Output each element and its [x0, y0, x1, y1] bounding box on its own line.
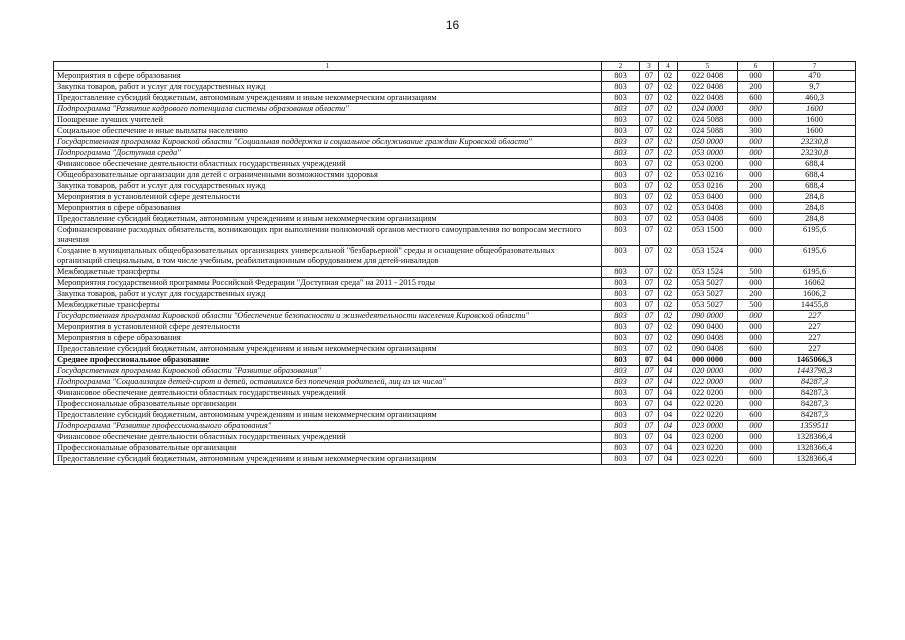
row-section-cell: 07 [640, 246, 659, 267]
header-cell: 3 [640, 62, 659, 71]
row-name-cell: Предоставление субсидий бюджетным, автономным учреждениям и иным некоммерческим организациям [54, 410, 602, 421]
table-row [54, 225, 856, 246]
row-amount-cell: 227 [774, 322, 856, 333]
page-number: 16 [445, 18, 460, 32]
row-name-cell: Мероприятия в установленной сфере деятельности [54, 192, 602, 203]
row-name-cell: Подпрограмма "Доступная среда" [54, 148, 602, 159]
row-name-cell: Подпрограмма "Социализация детей-сирот и детей, оставшихся без попечения родителей, лиц из их числа" [54, 377, 602, 388]
table-row [54, 311, 856, 322]
row-subsection-cell: 02 [659, 214, 678, 225]
row-chapter-cell: 803 [602, 137, 640, 148]
row-expense-type-cell: 000 [738, 322, 774, 333]
row-name-cell: Государственная программа Кировской области "Социальная поддержка и социальное обслуживание граждан Кировской области" [54, 137, 602, 148]
row-subsection-cell: 04 [659, 366, 678, 377]
row-expense-type-cell: 600 [738, 214, 774, 225]
row-section-cell: 07 [640, 410, 659, 421]
row-subsection-cell: 02 [659, 267, 678, 278]
row-subsection-cell: 04 [659, 388, 678, 399]
table-header-row [54, 62, 856, 71]
row-section-cell: 07 [640, 421, 659, 432]
header-cell: 2 [602, 62, 640, 71]
table-row [54, 278, 856, 289]
row-name-cell: Мероприятия в сфере образования [54, 203, 602, 214]
row-expense-type-cell: 000 [738, 115, 774, 126]
row-target-item-cell: 090 0400 [678, 322, 738, 333]
table-row [54, 333, 856, 344]
table-row [54, 454, 856, 465]
row-section-cell: 07 [640, 311, 659, 322]
row-section-cell: 07 [640, 225, 659, 246]
row-chapter-cell: 803 [602, 148, 640, 159]
row-chapter-cell: 803 [602, 278, 640, 289]
row-amount-cell: 16062 [774, 278, 856, 289]
row-section-cell: 07 [640, 267, 659, 278]
row-expense-type-cell: 500 [738, 300, 774, 311]
row-amount-cell: 84287,3 [774, 399, 856, 410]
row-chapter-cell: 803 [602, 344, 640, 355]
table-row [54, 181, 856, 192]
row-expense-type-cell: 000 [738, 192, 774, 203]
row-target-item-cell: 022 0000 [678, 377, 738, 388]
row-target-item-cell: 022 0220 [678, 399, 738, 410]
row-subsection-cell: 02 [659, 246, 678, 267]
row-target-item-cell: 024 0000 [678, 104, 738, 115]
row-amount-cell: 1443798,3 [774, 366, 856, 377]
row-subsection-cell: 02 [659, 192, 678, 203]
row-subsection-cell: 04 [659, 454, 678, 465]
row-expense-type-cell: 000 [738, 71, 774, 82]
row-name-cell: Финансовое обеспечение деятельности областных государственных учреждений [54, 388, 602, 399]
header-cell: 1 [54, 62, 602, 71]
row-section-cell: 07 [640, 432, 659, 443]
table-row [54, 137, 856, 148]
row-target-item-cell: 053 0200 [678, 159, 738, 170]
row-expense-type-cell: 000 [738, 203, 774, 214]
row-section-cell: 07 [640, 214, 659, 225]
row-target-item-cell: 022 0408 [678, 82, 738, 93]
row-section-cell: 07 [640, 104, 659, 115]
row-chapter-cell: 803 [602, 225, 640, 246]
row-amount-cell: 688,4 [774, 181, 856, 192]
row-section-cell: 07 [640, 443, 659, 454]
row-expense-type-cell: 000 [738, 366, 774, 377]
table-row [54, 344, 856, 355]
row-section-cell: 07 [640, 148, 659, 159]
row-target-item-cell: 022 0200 [678, 388, 738, 399]
row-subsection-cell: 02 [659, 126, 678, 137]
header-cell: 5 [678, 62, 738, 71]
table-row [54, 214, 856, 225]
row-chapter-cell: 803 [602, 377, 640, 388]
row-amount-cell: 1328366,4 [774, 454, 856, 465]
row-section-cell: 07 [640, 322, 659, 333]
table-row [54, 148, 856, 159]
table-row [54, 410, 856, 421]
row-subsection-cell: 04 [659, 377, 678, 388]
row-subsection-cell: 04 [659, 399, 678, 410]
row-chapter-cell: 803 [602, 214, 640, 225]
row-target-item-cell: 053 1500 [678, 225, 738, 246]
row-name-cell: Предоставление субсидий бюджетным, автономным учреждениям и иным некоммерческим организациям [54, 93, 602, 104]
row-name-cell: Социальное обеспечение и иные выплаты населению [54, 126, 602, 137]
row-subsection-cell: 02 [659, 137, 678, 148]
row-expense-type-cell: 000 [738, 170, 774, 181]
row-chapter-cell: 803 [602, 289, 640, 300]
row-subsection-cell: 04 [659, 432, 678, 443]
row-expense-type-cell: 000 [738, 388, 774, 399]
row-section-cell: 07 [640, 181, 659, 192]
row-section-cell: 07 [640, 355, 659, 366]
row-section-cell: 07 [640, 71, 659, 82]
row-amount-cell: 84287,3 [774, 410, 856, 421]
row-target-item-cell: 053 5027 [678, 278, 738, 289]
table-row [54, 170, 856, 181]
row-amount-cell: 6195,6 [774, 246, 856, 267]
table-row [54, 192, 856, 203]
row-target-item-cell: 022 0220 [678, 410, 738, 421]
row-section-cell: 07 [640, 388, 659, 399]
row-chapter-cell: 803 [602, 203, 640, 214]
row-subsection-cell: 02 [659, 344, 678, 355]
row-name-cell: Подпрограмма "Развитие профессионального образования" [54, 421, 602, 432]
row-section-cell: 07 [640, 300, 659, 311]
row-chapter-cell: 803 [602, 159, 640, 170]
row-expense-type-cell: 000 [738, 148, 774, 159]
row-expense-type-cell: 000 [738, 225, 774, 246]
row-chapter-cell: 803 [602, 170, 640, 181]
table-row [54, 93, 856, 104]
row-subsection-cell: 02 [659, 203, 678, 214]
table-row [54, 115, 856, 126]
table-row [54, 203, 856, 214]
row-subsection-cell: 02 [659, 225, 678, 246]
row-section-cell: 07 [640, 115, 659, 126]
row-amount-cell: 1606,2 [774, 289, 856, 300]
row-name-cell: Закупка товаров, работ и услуг для государственных нужд [54, 181, 602, 192]
row-subsection-cell: 02 [659, 82, 678, 93]
row-expense-type-cell: 600 [738, 93, 774, 104]
table-row [54, 300, 856, 311]
row-amount-cell: 460,3 [774, 93, 856, 104]
row-section-cell: 07 [640, 366, 659, 377]
row-section-cell: 07 [640, 126, 659, 137]
row-chapter-cell: 803 [602, 311, 640, 322]
row-name-cell: Подпрограмма "Развитие кадрового потенциала системы образования области" [54, 104, 602, 115]
row-name-cell: Поощрение лучших учителей [54, 115, 602, 126]
row-name-cell: Закупка товаров, работ и услуг для государственных нужд [54, 289, 602, 300]
row-name-cell: Создание в муниципальных общеобразовательных организациях универсальной "безбарьерной" среды и оснащение общеобразовательных организаций специальным, в том числе учебным, реабилитационным оборудованием для детей-инвалидов [54, 246, 602, 267]
row-expense-type-cell: 000 [738, 278, 774, 289]
row-target-item-cell: 022 0408 [678, 71, 738, 82]
row-expense-type-cell: 200 [738, 181, 774, 192]
row-subsection-cell: 02 [659, 115, 678, 126]
row-expense-type-cell: 500 [738, 267, 774, 278]
row-subsection-cell: 02 [659, 300, 678, 311]
table-row [54, 289, 856, 300]
row-amount-cell: 1359511 [774, 421, 856, 432]
table-row [54, 267, 856, 278]
row-target-item-cell: 053 5027 [678, 300, 738, 311]
header-cell: 7 [774, 62, 856, 71]
row-section-cell: 07 [640, 192, 659, 203]
row-name-cell: Предоставление субсидий бюджетным, автономным учреждениям и иным некоммерческим организациям [54, 344, 602, 355]
row-target-item-cell: 024 5088 [678, 126, 738, 137]
row-name-cell: Мероприятия в установленной сфере деятельности [54, 322, 602, 333]
row-amount-cell: 84287,3 [774, 377, 856, 388]
row-target-item-cell: 053 0408 [678, 214, 738, 225]
row-name-cell: Закупка товаров, работ и услуг для государственных нужд [54, 82, 602, 93]
row-target-item-cell: 022 0408 [678, 93, 738, 104]
row-expense-type-cell: 600 [738, 454, 774, 465]
row-subsection-cell: 04 [659, 443, 678, 454]
row-section-cell: 07 [640, 344, 659, 355]
row-chapter-cell: 803 [602, 421, 640, 432]
row-subsection-cell: 04 [659, 421, 678, 432]
row-expense-type-cell: 000 [738, 104, 774, 115]
row-subsection-cell: 02 [659, 181, 678, 192]
row-subsection-cell: 02 [659, 311, 678, 322]
row-name-cell: Предоставление субсидий бюджетным, автономным учреждениям и иным некоммерческим организациям [54, 214, 602, 225]
table-row [54, 104, 856, 115]
header-cell: 4 [659, 62, 678, 71]
row-target-item-cell: 090 0000 [678, 311, 738, 322]
budget-table [53, 61, 856, 465]
row-expense-type-cell: 000 [738, 421, 774, 432]
row-target-item-cell: 053 0216 [678, 181, 738, 192]
table-row [54, 421, 856, 432]
row-section-cell: 07 [640, 399, 659, 410]
row-amount-cell: 470 [774, 71, 856, 82]
row-amount-cell: 6195,6 [774, 267, 856, 278]
row-amount-cell: 23230,8 [774, 137, 856, 148]
row-chapter-cell: 803 [602, 300, 640, 311]
row-section-cell: 07 [640, 333, 659, 344]
row-target-item-cell: 053 0216 [678, 170, 738, 181]
row-chapter-cell: 803 [602, 366, 640, 377]
row-section-cell: 07 [640, 289, 659, 300]
row-chapter-cell: 803 [602, 93, 640, 104]
row-chapter-cell: 803 [602, 355, 640, 366]
row-target-item-cell: 050 0000 [678, 137, 738, 148]
row-chapter-cell: 803 [602, 399, 640, 410]
row-amount-cell: 284,8 [774, 214, 856, 225]
row-amount-cell: 23230,8 [774, 148, 856, 159]
row-amount-cell: 284,8 [774, 192, 856, 203]
row-chapter-cell: 803 [602, 443, 640, 454]
row-target-item-cell: 053 1524 [678, 246, 738, 267]
row-name-cell: Государственная программа Кировской области "Развитие образования" [54, 366, 602, 377]
table-row [54, 443, 856, 454]
row-subsection-cell: 02 [659, 333, 678, 344]
row-expense-type-cell: 000 [738, 443, 774, 454]
row-subsection-cell: 02 [659, 278, 678, 289]
row-target-item-cell: 024 5088 [678, 115, 738, 126]
row-target-item-cell: 053 0400 [678, 192, 738, 203]
row-amount-cell: 1600 [774, 104, 856, 115]
row-name-cell: Софинансирование расходных обязательств, возникающих при выполнении полномочий органов местного самоуправления по вопросам местного значения [54, 225, 602, 246]
row-target-item-cell: 053 0000 [678, 148, 738, 159]
row-target-item-cell: 023 0220 [678, 443, 738, 454]
row-subsection-cell: 02 [659, 71, 678, 82]
table-row [54, 432, 856, 443]
row-amount-cell: 1600 [774, 115, 856, 126]
row-expense-type-cell: 200 [738, 82, 774, 93]
row-name-cell: Профессиональные образовательные организации [54, 399, 602, 410]
row-amount-cell: 6195,6 [774, 225, 856, 246]
row-amount-cell: 14455,8 [774, 300, 856, 311]
row-subsection-cell: 02 [659, 170, 678, 181]
row-expense-type-cell: 000 [738, 333, 774, 344]
row-chapter-cell: 803 [602, 454, 640, 465]
row-amount-cell: 1328366,4 [774, 432, 856, 443]
row-name-cell: Общеобразовательные организации для детей с ограниченными возможностями здоровья [54, 170, 602, 181]
row-subsection-cell: 02 [659, 104, 678, 115]
row-name-cell: Профессиональные образовательные организации [54, 443, 602, 454]
row-name-cell: Мероприятия в сфере образования [54, 333, 602, 344]
row-expense-type-cell: 000 [738, 137, 774, 148]
row-name-cell: Межбюджетные трансферты [54, 300, 602, 311]
table-row [54, 399, 856, 410]
row-section-cell: 07 [640, 93, 659, 104]
header-cell: 6 [738, 62, 774, 71]
row-chapter-cell: 803 [602, 82, 640, 93]
row-target-item-cell: 090 0408 [678, 333, 738, 344]
row-section-cell: 07 [640, 377, 659, 388]
row-chapter-cell: 803 [602, 267, 640, 278]
row-chapter-cell: 803 [602, 333, 640, 344]
row-amount-cell: 688,4 [774, 170, 856, 181]
row-subsection-cell: 02 [659, 159, 678, 170]
row-name-cell: Государственная программа Кировской области "Обеспечение безопасности и жизнедеятельности населения Кировской области" [54, 311, 602, 322]
row-subsection-cell: 02 [659, 322, 678, 333]
row-section-cell: 07 [640, 203, 659, 214]
row-target-item-cell: 023 0000 [678, 421, 738, 432]
row-target-item-cell: 000 0000 [678, 355, 738, 366]
row-chapter-cell: 803 [602, 115, 640, 126]
row-section-cell: 07 [640, 170, 659, 181]
row-expense-type-cell: 000 [738, 311, 774, 322]
row-section-cell: 07 [640, 454, 659, 465]
row-amount-cell: 227 [774, 344, 856, 355]
row-amount-cell: 688,4 [774, 159, 856, 170]
row-target-item-cell: 090 0408 [678, 344, 738, 355]
row-expense-type-cell: 000 [738, 246, 774, 267]
row-target-item-cell: 023 0220 [678, 454, 738, 465]
table-row [54, 82, 856, 93]
row-target-item-cell: 053 5027 [678, 289, 738, 300]
row-target-item-cell: 053 0408 [678, 203, 738, 214]
table-row [54, 388, 856, 399]
row-subsection-cell: 02 [659, 148, 678, 159]
table-row [54, 71, 856, 82]
row-chapter-cell: 803 [602, 126, 640, 137]
table-row [54, 377, 856, 388]
table-row [54, 366, 856, 377]
row-amount-cell: 227 [774, 333, 856, 344]
row-amount-cell: 1600 [774, 126, 856, 137]
row-chapter-cell: 803 [602, 246, 640, 267]
row-name-cell: Финансовое обеспечение деятельности областных государственных учреждений [54, 159, 602, 170]
row-expense-type-cell: 200 [738, 289, 774, 300]
table-row [54, 159, 856, 170]
row-amount-cell: 1328366,4 [774, 443, 856, 454]
row-section-cell: 07 [640, 82, 659, 93]
table-row [54, 126, 856, 137]
row-name-cell: Предоставление субсидий бюджетным, автономным учреждениям и иным некоммерческим организациям [54, 454, 602, 465]
row-section-cell: 07 [640, 159, 659, 170]
row-expense-type-cell: 000 [738, 377, 774, 388]
row-subsection-cell: 04 [659, 355, 678, 366]
row-chapter-cell: 803 [602, 432, 640, 443]
row-subsection-cell: 02 [659, 93, 678, 104]
row-expense-type-cell: 000 [738, 355, 774, 366]
row-target-item-cell: 023 0200 [678, 432, 738, 443]
row-section-cell: 07 [640, 278, 659, 289]
row-name-cell: Среднее профессиональное образование [54, 355, 602, 366]
row-amount-cell: 284,8 [774, 203, 856, 214]
row-chapter-cell: 803 [602, 322, 640, 333]
row-chapter-cell: 803 [602, 192, 640, 203]
row-expense-type-cell: 600 [738, 344, 774, 355]
row-chapter-cell: 803 [602, 181, 640, 192]
row-expense-type-cell: 300 [738, 126, 774, 137]
table-body [54, 62, 856, 465]
row-section-cell: 07 [640, 137, 659, 148]
row-target-item-cell: 053 1524 [678, 267, 738, 278]
row-amount-cell: 84287,3 [774, 388, 856, 399]
row-subsection-cell: 04 [659, 410, 678, 421]
table-row [54, 322, 856, 333]
table-row [54, 246, 856, 267]
row-name-cell: Финансовое обеспечение деятельности областных государственных учреждений [54, 432, 602, 443]
row-expense-type-cell: 000 [738, 432, 774, 443]
table-row [54, 355, 856, 366]
row-chapter-cell: 803 [602, 71, 640, 82]
row-subsection-cell: 02 [659, 289, 678, 300]
row-expense-type-cell: 600 [738, 410, 774, 421]
row-chapter-cell: 803 [602, 410, 640, 421]
row-name-cell: Мероприятия государственной программы Российской Федерации "Доступная среда" на 2011 - 2015 годы [54, 278, 602, 289]
row-chapter-cell: 803 [602, 104, 640, 115]
row-amount-cell: 1465066,3 [774, 355, 856, 366]
row-expense-type-cell: 000 [738, 159, 774, 170]
row-amount-cell: 9,7 [774, 82, 856, 93]
row-name-cell: Мероприятия в сфере образования [54, 71, 602, 82]
row-chapter-cell: 803 [602, 388, 640, 399]
row-target-item-cell: 020 0000 [678, 366, 738, 377]
row-amount-cell: 227 [774, 311, 856, 322]
row-expense-type-cell: 000 [738, 399, 774, 410]
row-name-cell: Межбюджетные трансферты [54, 267, 602, 278]
